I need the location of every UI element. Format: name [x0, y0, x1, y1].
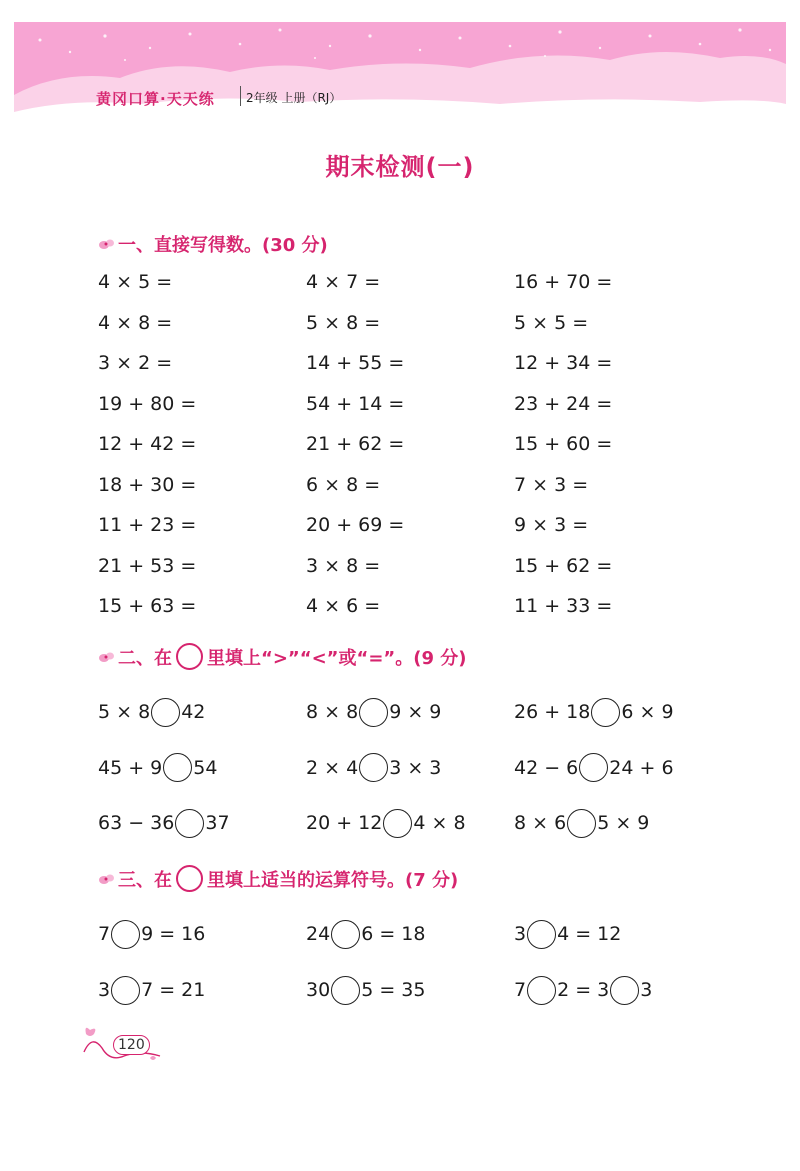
answer-circle[interactable]	[527, 976, 556, 1005]
problem: 14 + 55 =	[306, 352, 405, 374]
expression-part: 6 = 18	[361, 923, 426, 945]
expression-part: 3 × 3	[389, 756, 442, 779]
problem: 54 + 14 =	[306, 392, 405, 415]
problem	[306, 752, 441, 784]
problem: 16 + 70 =	[514, 271, 613, 293]
page-title: 期末检测(一)	[325, 153, 475, 181]
answer-circle[interactable]	[527, 920, 556, 949]
expression-part: 30	[306, 979, 331, 1001]
problem	[514, 807, 649, 839]
page-number: 120	[113, 1035, 150, 1055]
expression-part: 2 × 4	[306, 756, 359, 779]
problem: 19 + 80 =	[98, 392, 197, 415]
expression-part: 42 − 6	[514, 756, 579, 779]
problem: 3 × 8 =	[306, 554, 381, 577]
expression-part: 3	[514, 923, 527, 945]
header-banner	[0, 0, 800, 135]
answer-circle[interactable]	[151, 698, 180, 727]
section-2-heading-post: 里填上“>”“<”或“=”。(9 分)	[207, 647, 467, 669]
expression-part: 7	[514, 979, 527, 1001]
divider	[240, 86, 241, 106]
expression-part: 5 × 8	[98, 701, 151, 723]
circle-icon	[176, 865, 203, 892]
answer-circle[interactable]	[163, 753, 192, 782]
problem: 23 + 24 =	[514, 392, 613, 415]
problem	[514, 918, 621, 950]
problem: 20 + 69 =	[306, 514, 405, 536]
answer-circle[interactable]	[331, 920, 360, 949]
section-3-heading-post: 里填上适当的运算符号。(7 分)	[207, 869, 459, 891]
problem	[306, 696, 441, 728]
problem: 15 + 60 =	[514, 433, 613, 455]
problem: 12 + 34 =	[514, 352, 613, 374]
problem	[514, 752, 674, 784]
expression-part: 6 × 9	[621, 701, 674, 723]
problem: 15 + 62 =	[514, 554, 613, 577]
answer-circle[interactable]	[359, 698, 388, 727]
problem: 3 × 2 =	[98, 352, 173, 374]
problem: 6 × 8 =	[306, 473, 381, 496]
expression-part: 8 × 6	[514, 812, 567, 834]
expression-part: 2 = 3	[557, 979, 610, 1001]
problem: 7 × 3 =	[514, 473, 589, 496]
expression-part: 42	[181, 701, 206, 723]
flower-icon	[98, 872, 116, 886]
expression-part: 3	[98, 979, 111, 1001]
problem	[514, 696, 674, 728]
problem	[306, 918, 425, 950]
answer-circle[interactable]	[111, 976, 140, 1005]
answer-circle[interactable]	[383, 809, 412, 838]
section-2-heading-pre: 二、在	[118, 647, 172, 669]
problem: 5 × 8 =	[306, 311, 381, 334]
expression-part: 4 = 12	[557, 923, 622, 945]
problem: 9 × 3 =	[514, 514, 589, 536]
answer-circle[interactable]	[567, 809, 596, 838]
problem: 21 + 62 =	[306, 433, 405, 455]
problem	[514, 974, 652, 1006]
expression-part: 26 + 18	[514, 701, 591, 723]
problem	[98, 807, 230, 839]
problem: 4 × 8 =	[98, 311, 173, 334]
problem: 4 × 6 =	[306, 595, 381, 617]
answer-circle[interactable]	[175, 809, 204, 838]
flower-icon	[98, 650, 116, 664]
answer-circle[interactable]	[591, 698, 620, 727]
expression-part: 7 = 21	[141, 979, 206, 1001]
expression-part: 9 × 9	[389, 701, 442, 723]
section-1-heading	[98, 231, 328, 257]
flower-icon	[98, 237, 116, 251]
expression-part: 5 × 9	[597, 812, 650, 834]
expression-part: 3	[640, 979, 653, 1001]
answer-circle[interactable]	[579, 753, 608, 782]
problem	[306, 974, 425, 1006]
problem: 21 + 53 =	[98, 554, 197, 577]
answer-circle[interactable]	[331, 976, 360, 1005]
problem: 5 × 5 =	[514, 311, 589, 334]
answer-circle[interactable]	[359, 753, 388, 782]
expression-part: 37	[205, 812, 230, 834]
section-3-heading-pre: 三、在	[118, 869, 172, 891]
expression-part: 7	[98, 923, 111, 945]
expression-part: 5 = 35	[361, 979, 426, 1001]
problem: 18 + 30 =	[98, 473, 197, 496]
problem	[98, 918, 205, 950]
problem: 4 × 5 =	[98, 271, 173, 293]
expression-part: 63 − 36	[98, 812, 175, 834]
expression-part: 24	[306, 923, 331, 945]
expression-part: 45 + 9	[98, 756, 163, 779]
problem	[98, 752, 217, 784]
answer-circle[interactable]	[111, 920, 140, 949]
problem	[98, 974, 205, 1006]
circle-icon	[176, 643, 203, 670]
section-3-heading	[98, 865, 458, 892]
problem: 11 + 33 =	[514, 595, 613, 617]
expression-part: 24 + 6	[609, 756, 674, 779]
brand-logo: 黄冈口算·天天练	[96, 90, 215, 108]
expression-part: 8 × 8	[306, 701, 359, 723]
problem	[98, 696, 205, 728]
grade-label: 2年级 上册（RJ）	[246, 91, 342, 105]
section-1-heading-text: 一、直接写得数。(30 分)	[118, 235, 328, 256]
section-2-heading	[98, 643, 466, 670]
problem: 15 + 63 =	[98, 595, 197, 617]
problem	[306, 807, 466, 839]
expression-part: 54	[193, 756, 218, 779]
answer-circle[interactable]	[610, 976, 639, 1005]
expression-part: 9 = 16	[141, 923, 206, 945]
expression-part: 4 × 8	[413, 812, 466, 834]
problem: 12 + 42 =	[98, 433, 197, 455]
problem: 11 + 23 =	[98, 514, 197, 536]
expression-part: 20 + 12	[306, 812, 383, 834]
problem: 4 × 7 =	[306, 271, 381, 293]
